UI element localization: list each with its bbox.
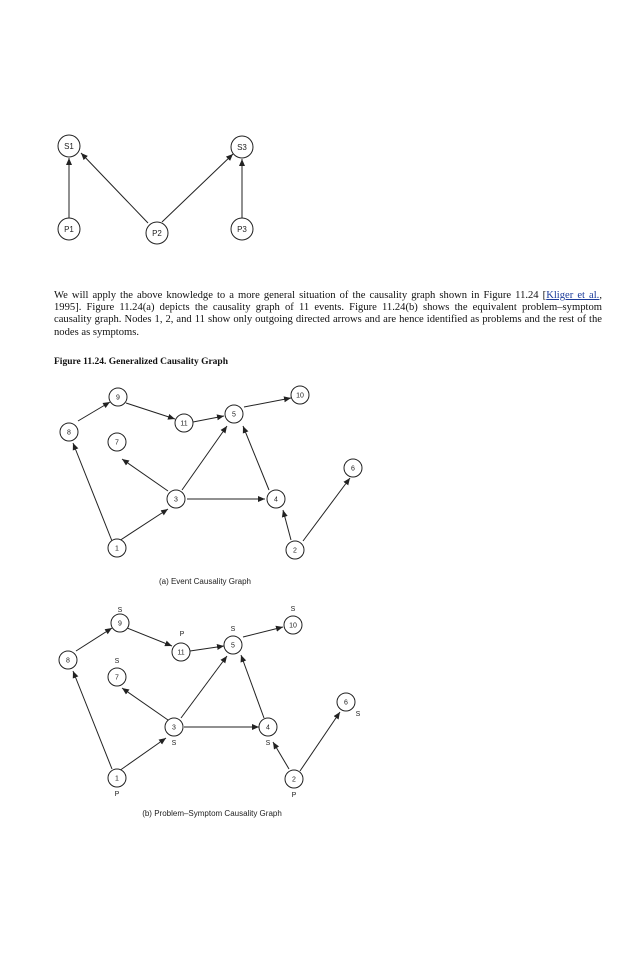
edge-2-4	[283, 510, 291, 540]
node-p1	[58, 218, 80, 240]
edge-3-5	[182, 426, 227, 490]
edge-p2-s1	[81, 153, 148, 223]
svg-text:6: 6	[351, 465, 355, 473]
node-b-11	[172, 643, 190, 661]
edge-b-1-8	[73, 671, 112, 769]
edge-b-8-9	[76, 628, 112, 651]
node-p3	[231, 218, 253, 240]
edge-b-2-4	[273, 742, 289, 769]
edge-b-11-5	[190, 646, 224, 651]
node-b-1	[108, 769, 126, 787]
tag-b-11: P	[179, 631, 185, 638]
node-b-9	[111, 614, 129, 632]
edge-11-5	[193, 416, 224, 422]
node-a-6	[344, 459, 362, 477]
graph-b	[59, 606, 361, 818]
svg-text:3: 3	[172, 724, 176, 732]
svg-text:7: 7	[115, 674, 119, 682]
node-a-5	[225, 405, 243, 423]
node-p2	[146, 222, 168, 244]
citation-link[interactable]: Kliger et al.	[546, 290, 600, 301]
node-b-4	[259, 718, 277, 736]
node-a-10	[291, 386, 309, 404]
tag-b-10: S	[290, 606, 296, 613]
node-a-2	[286, 541, 304, 559]
edge-b-2-6	[300, 712, 340, 771]
svg-text:5: 5	[232, 411, 236, 419]
tag-b-9: S	[117, 607, 123, 614]
figure-title: Figure 11.24. Generalized Causality Graph	[54, 357, 228, 367]
node-b-3	[165, 718, 183, 736]
svg-text:11: 11	[177, 649, 185, 657]
tag-b-6: S	[355, 711, 361, 718]
svg-text:3: 3	[174, 496, 178, 504]
svg-text:2: 2	[292, 776, 296, 784]
tag-b-1: P	[114, 791, 120, 798]
svg-text:2: 2	[293, 547, 297, 555]
edge-p2-s3	[162, 154, 233, 222]
svg-text:8: 8	[67, 429, 71, 437]
node-a-4	[267, 490, 285, 508]
svg-text:5: 5	[231, 642, 235, 650]
paragraph-text-1: We will apply the above knowledge to a more general situation of the causality graph shown in Figure 11.24 [	[54, 290, 547, 301]
node-a-1	[108, 539, 126, 557]
node-b-10	[284, 616, 302, 634]
node-a-9	[109, 388, 127, 406]
body-paragraph	[54, 290, 602, 339]
node-a-3	[167, 490, 185, 508]
tag-b-7: S	[114, 658, 120, 665]
svg-text:P3: P3	[237, 225, 247, 234]
svg-text:4: 4	[266, 724, 270, 732]
edge-b-3-7	[122, 688, 168, 720]
node-b-2	[285, 770, 303, 788]
node-b-7	[108, 668, 126, 686]
svg-text:10: 10	[289, 622, 297, 630]
edge-4-5	[243, 426, 269, 490]
svg-text:P2: P2	[152, 229, 162, 238]
edge-b-9-11	[127, 628, 172, 646]
svg-text:S3: S3	[237, 143, 247, 152]
svg-text:P1: P1	[64, 225, 74, 234]
node-s1	[58, 135, 80, 157]
edge-b-5-10	[243, 627, 283, 637]
node-b-5	[224, 636, 242, 654]
edge-5-10	[244, 398, 291, 407]
graph-a	[60, 386, 362, 586]
svg-text:11: 11	[180, 420, 188, 428]
node-b-6	[337, 693, 355, 711]
svg-text:6: 6	[344, 699, 348, 707]
edge-1-8	[73, 443, 112, 541]
tag-b-5: S	[230, 626, 236, 633]
edge-b-4-5	[241, 655, 264, 718]
node-s3	[231, 136, 253, 158]
svg-text:10: 10	[296, 392, 304, 400]
svg-text:9: 9	[118, 620, 122, 628]
node-a-7	[108, 433, 126, 451]
edge-b-3-5	[181, 656, 227, 718]
svg-text:4: 4	[274, 496, 278, 504]
svg-text:9: 9	[116, 394, 120, 402]
tag-b-4: S	[265, 740, 271, 747]
svg-text:7: 7	[115, 439, 119, 447]
svg-text:S1: S1	[64, 142, 74, 151]
svg-text:1: 1	[115, 545, 119, 553]
tag-b-3: S	[171, 740, 177, 747]
edge-9-11	[126, 403, 175, 419]
svg-text:1: 1	[115, 775, 119, 783]
edge-2-6	[303, 478, 350, 541]
node-a-8	[60, 423, 78, 441]
node-a-11	[175, 414, 193, 432]
graph-a-caption: (a) Event Causality Graph	[158, 577, 252, 586]
edge-b-1-3	[119, 738, 166, 771]
paragraph-text-2: , 1995]. Figure 11.24(a) depicts the causality graph of 11 events. Figure 11.24(b) shows the equivalent problem–symptom causality graph. Nodes 1, 2, and 11 show only outgoing directed arrows and are hence identified as problems and the rest of the nodes as symptoms.	[54, 290, 602, 338]
node-b-8	[59, 651, 77, 669]
top-diagram	[58, 135, 253, 244]
edge-3-7	[122, 459, 168, 491]
tag-b-2: P	[291, 792, 297, 799]
edge-1-3	[119, 509, 168, 541]
edge-8-9	[78, 402, 110, 421]
svg-text:8: 8	[66, 657, 70, 665]
graph-b-caption: (b) Problem–Symptom Causality Graph	[142, 809, 282, 818]
